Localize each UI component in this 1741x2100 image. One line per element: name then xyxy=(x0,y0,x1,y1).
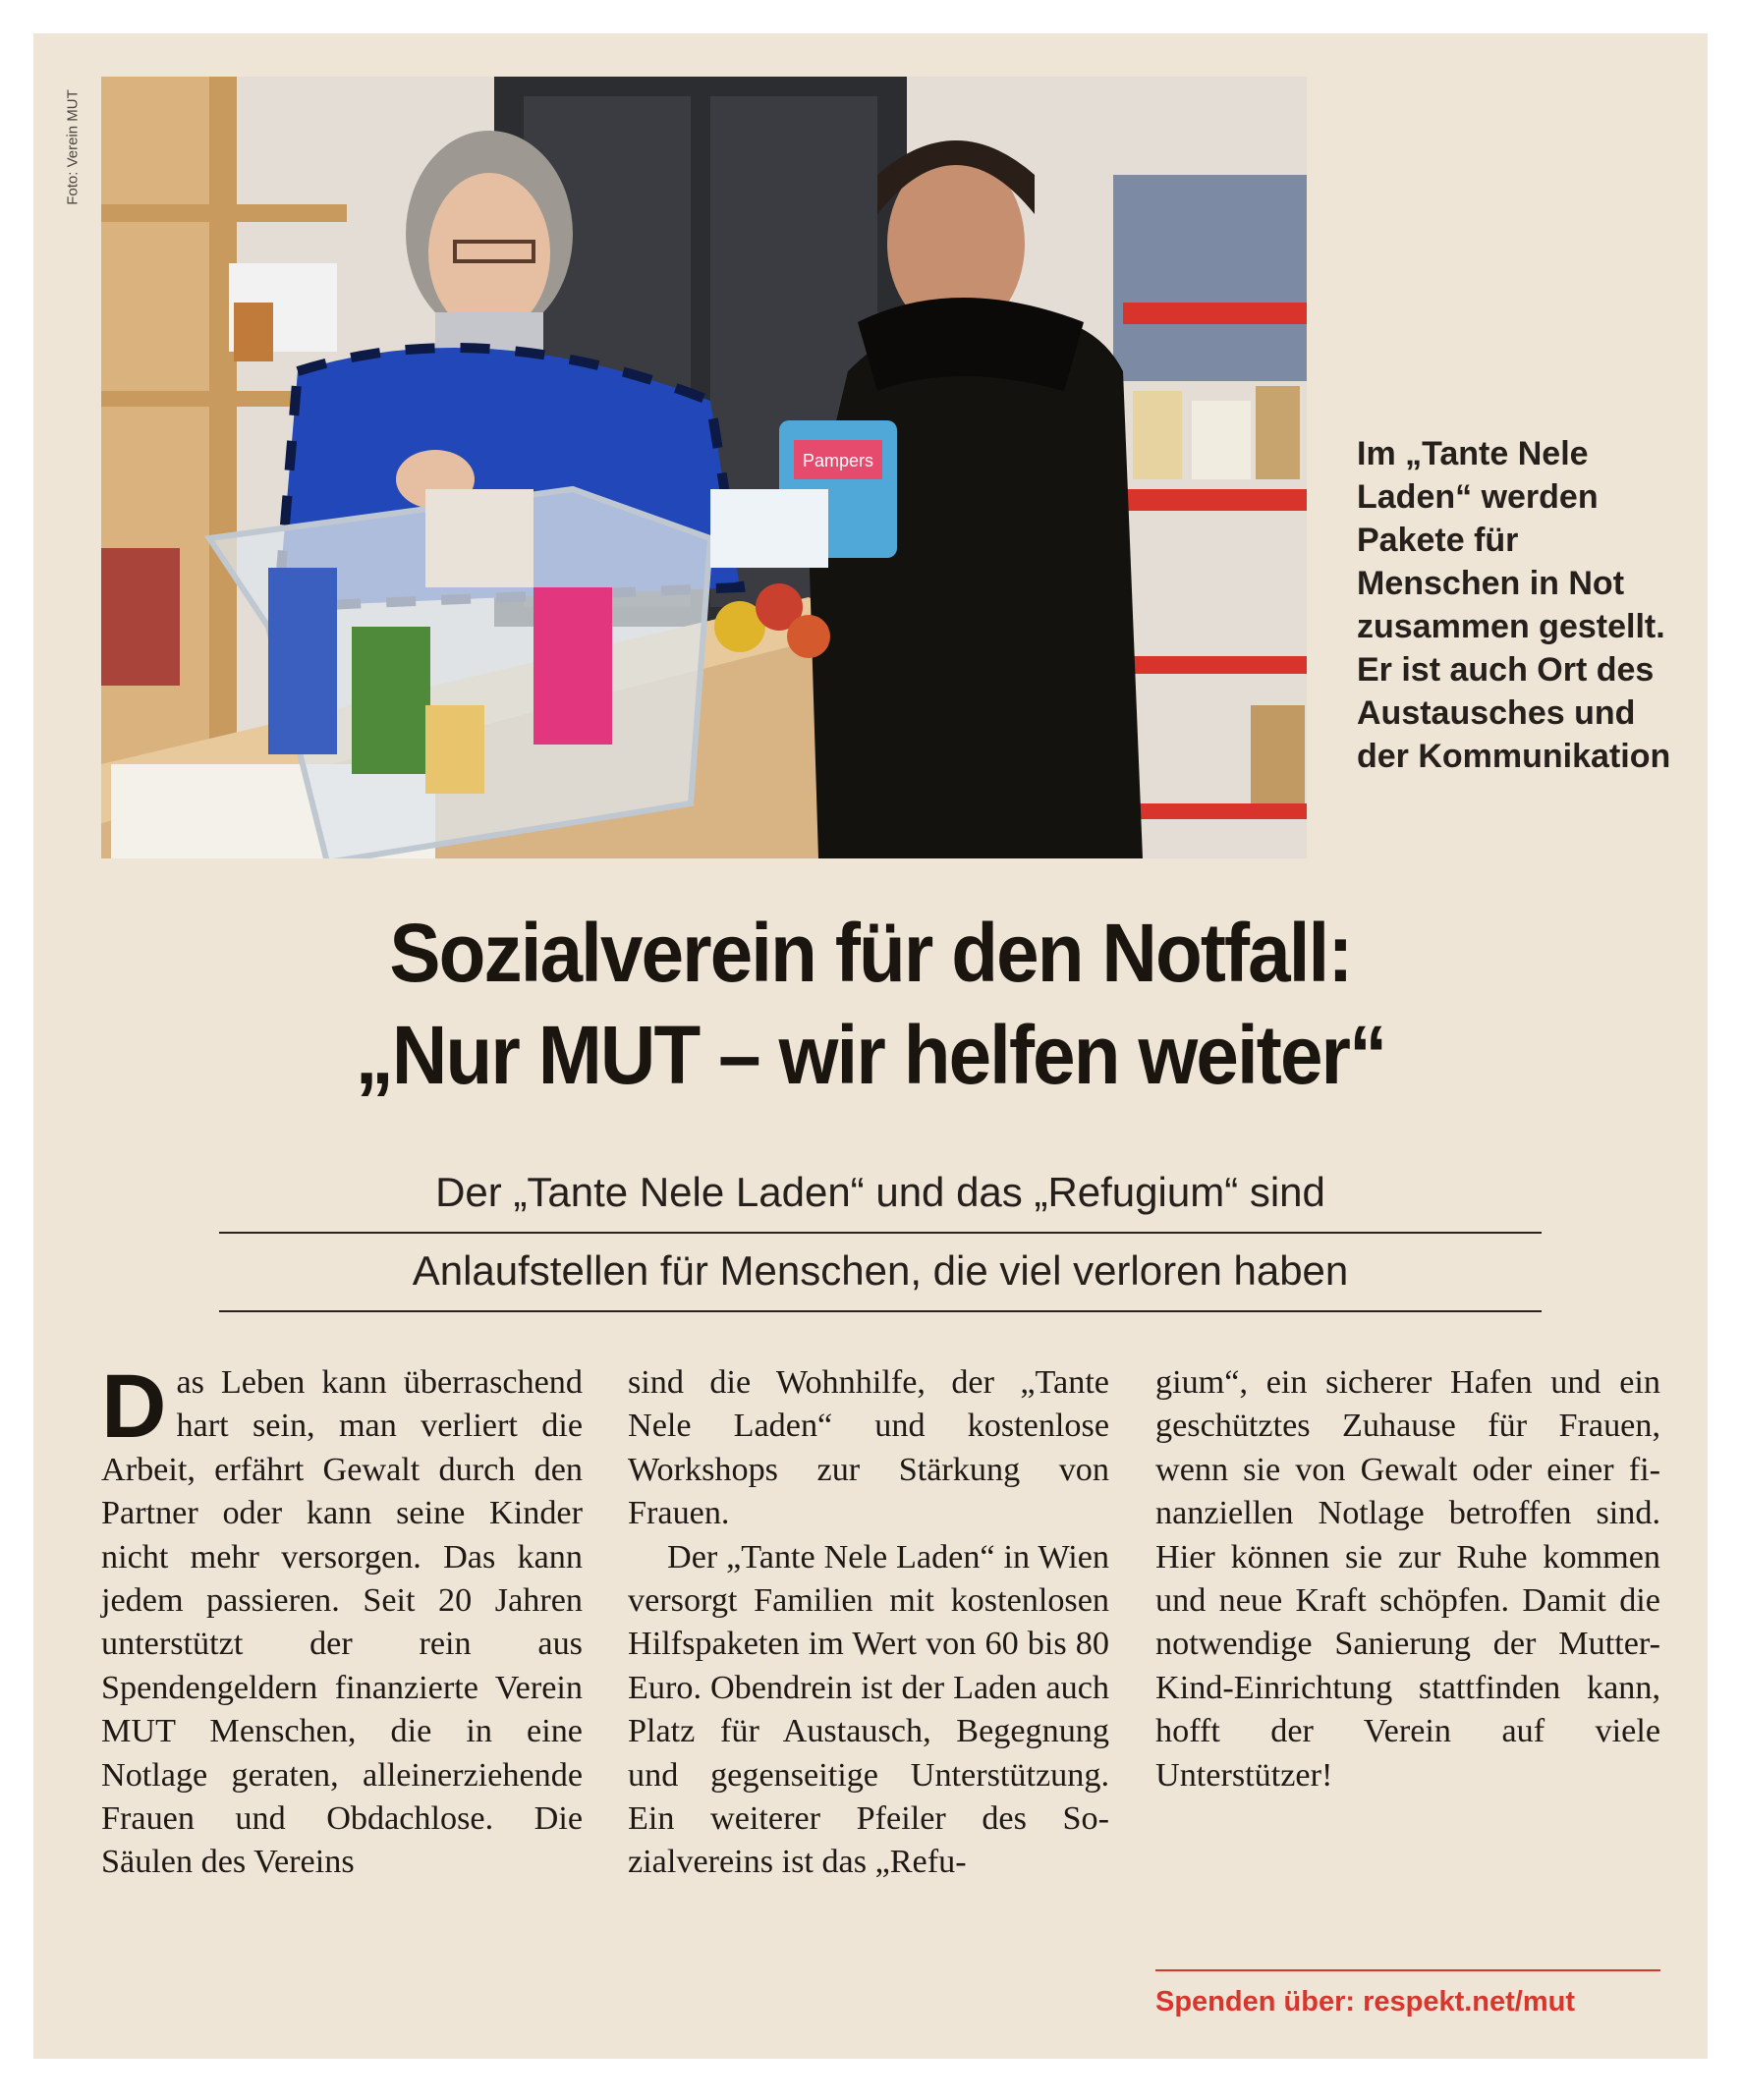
column-3-text: gium“, ein sicherer Hafen und ein geschütztes Zuhause für Frauen, wenn sie von Gewalt oder einer finanziellen Notlage betroffen sind. Hier können sie zur Ruhe kommen und neue Kraft schöpfen. Damit die notwendige Sanierung der Mutter-Kind-Einrichtung stattfinden kann, hofft der Verein auf viele Unterstützer! xyxy=(1155,1364,1660,1794)
article-column-2 xyxy=(628,1361,1109,1885)
article-photo xyxy=(101,77,1307,858)
box-label: Pampers xyxy=(802,451,874,470)
headline-line-1: Sozialverein für den Notfall: xyxy=(389,907,1352,999)
subheadline-line-2: Anlaufstellen für Menschen, die viel verloren haben xyxy=(219,1236,1542,1312)
headline-line-2: „Nur MUT – wir helfen weiter“ xyxy=(355,1009,1386,1101)
article-column-3 xyxy=(1155,1361,1660,1797)
article-column-1 xyxy=(101,1356,583,1885)
photo-illustration xyxy=(101,77,1307,858)
headline xyxy=(61,902,1680,1106)
photo-caption: Im „Tante Nele Laden“ werden Pakete für Menschen in Not zusammen gestellt. Er ist auch Ort des Austausches und der Kommunikation xyxy=(1357,435,1671,775)
donation-link[interactable]: Spenden über: respekt.net/mut xyxy=(1155,1986,1576,2017)
column-2-paragraph-2: Der „Tante Nele Laden“ in Wien versorgt Familien mit kostenlosen Hilfspaketen im Wert von 60 bis 80 Euro. Obendrein ist der Laden auch Platz für Austausch, Begegnung und gegenseitige Unterstützung. Ein weiterer Pfeiler des Sozialvereins ist das „Refu- xyxy=(628,1538,1109,1881)
drop-cap: D xyxy=(101,1356,167,1457)
column-2-paragraph-1: sind die Wohnhilfe, der „Tante Nele Laden“ und kostenlose Workshops zur Stärkung von Frauen. xyxy=(628,1364,1109,1532)
photo-credit: Foto: Verein MUT xyxy=(64,89,82,205)
donate-divider xyxy=(1155,1969,1660,1971)
subheadline-line-1: Der „Tante Nele Laden“ und das „Refugium“ sind xyxy=(219,1157,1542,1234)
column-1-text: as Leben kann überraschend hart sein, man verliert die Arbeit, erfährt Gewalt durch den Partner oder kann seine Kinder nicht mehr versorgen. Das kann jedem passieren. Seit 20 Jahren unterstützt der rein aus Spendengeldern finanzierte Verein MUT Menschen, die in eine Notlage geraten, alleinerziehende Frauen und Obdachlose. Die Säulen des Vereins xyxy=(101,1364,583,1881)
